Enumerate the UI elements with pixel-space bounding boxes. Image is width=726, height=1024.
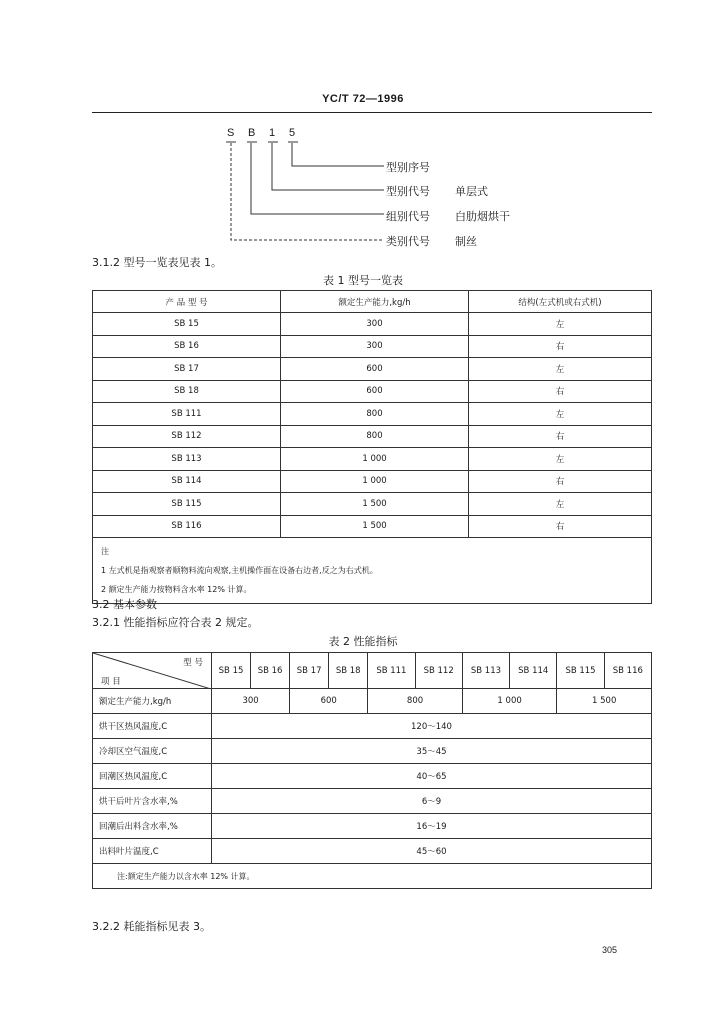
capacity-cell: 300 — [212, 689, 290, 714]
code-letter-1: 1 — [269, 127, 276, 139]
page-number: 305 — [602, 945, 618, 955]
table-row — [93, 403, 652, 426]
code-diagram-lines — [0, 0, 726, 260]
table-row — [93, 470, 652, 493]
model-cell: SB 113 — [93, 448, 281, 471]
model-header: SB 113 — [462, 653, 509, 689]
table-row — [93, 448, 652, 471]
model-header: SB 18 — [329, 653, 368, 689]
table-row — [93, 335, 652, 358]
table-row — [93, 764, 652, 789]
model-header: SB 17 — [290, 653, 329, 689]
section-3-1-2: 3.1.2 型号一览表见表 1。 — [92, 256, 222, 269]
row-label: 出料叶片温度,C — [93, 839, 212, 864]
row-label: 额定生产能力,kg/h — [93, 689, 212, 714]
capacity-cell: 1 500 — [281, 493, 469, 516]
table-row — [93, 515, 652, 538]
model-header: SB 112 — [415, 653, 462, 689]
structure-cell: 右 — [469, 335, 652, 358]
table1-header-structure: 结构(左式机或右式机) — [469, 291, 652, 313]
table-row — [93, 313, 652, 336]
model-header: SB 111 — [368, 653, 415, 689]
model-cell: SB 111 — [93, 403, 281, 426]
model-cell: SB 115 — [93, 493, 281, 516]
row-label: 回潮区热风温度,C — [93, 764, 212, 789]
structure-cell: 右 — [469, 425, 652, 448]
table2-caption: 表 2 性能指标 — [328, 635, 398, 648]
note-item: 1 左式机是指观察者顺物料流向观察,主机操作面在设备右边者,反之为右式机。 — [101, 566, 378, 575]
row-value: 35～45 — [212, 739, 652, 764]
model-header: SB 116 — [604, 653, 651, 689]
row-value: 120～140 — [212, 714, 652, 739]
capacity-cell: 600 — [281, 358, 469, 381]
code-desc-series-number: 型别序号 — [386, 161, 430, 174]
table1-caption: 表 1 型号一览表 — [323, 274, 403, 287]
code-desc-category-code: 类别代号 — [386, 235, 430, 248]
standard-header: YC/T 72—1996 — [322, 93, 404, 105]
capacity-cell: 300 — [281, 313, 469, 336]
structure-cell: 右 — [469, 515, 652, 538]
notes-title: 注 — [101, 547, 109, 556]
section-3-2-1: 3.2.1 性能指标应符合表 2 规定。 — [92, 616, 259, 629]
code-letter-b: B — [248, 127, 256, 139]
capacity-cell: 1 500 — [557, 689, 652, 714]
table1-notes — [93, 538, 652, 604]
row-label: 冷却区空气温度,C — [93, 739, 212, 764]
table1-header-row — [93, 291, 652, 313]
note-item: 2 额定生产能力按物料含水率 12% 计算。 — [101, 585, 252, 594]
model-cell: SB 16 — [93, 335, 281, 358]
performance-table — [92, 652, 652, 889]
code-val-category-code: 制丝 — [455, 235, 477, 248]
structure-cell: 左 — [469, 313, 652, 336]
section-3-2: 3.2 基本参数 — [92, 598, 157, 611]
row-label: 烘干后叶片含水率,% — [93, 789, 212, 814]
table-row — [93, 425, 652, 448]
table1-header-model: 产 品 型 号 — [93, 291, 281, 313]
capacity-cell: 600 — [281, 380, 469, 403]
table2-note: 注:额定生产能力以含水率 12% 计算。 — [93, 864, 652, 889]
row-value: 6～9 — [212, 789, 652, 814]
table1-header-capacity: 额定生产能力,kg/h — [281, 291, 469, 313]
code-letter-5: 5 — [289, 127, 296, 139]
capacity-cell: 800 — [281, 403, 469, 426]
table-row — [93, 380, 652, 403]
capacity-cell: 1 500 — [281, 515, 469, 538]
model-header: SB 115 — [557, 653, 604, 689]
model-cell: SB 15 — [93, 313, 281, 336]
row-label: 烘干区热风温度,C — [93, 714, 212, 739]
capacity-cell: 1 000 — [281, 470, 469, 493]
model-list-table — [92, 290, 652, 604]
table-row — [93, 358, 652, 381]
model-cell: SB 17 — [93, 358, 281, 381]
capacity-cell: 600 — [290, 689, 368, 714]
corner-model-label: 型 号 — [183, 658, 203, 668]
model-cell: SB 116 — [93, 515, 281, 538]
table-row — [93, 714, 652, 739]
code-val-group-code: 白肋烟烘干 — [455, 210, 510, 223]
corner-item-label: 项 目 — [101, 677, 121, 687]
table2-corner-cell — [93, 653, 212, 689]
structure-cell: 左 — [469, 403, 652, 426]
table-row — [93, 493, 652, 516]
code-letter-s: S — [227, 127, 235, 139]
row-label: 回潮后出料含水率,% — [93, 814, 212, 839]
model-cell: SB 112 — [93, 425, 281, 448]
row-value: 40～65 — [212, 764, 652, 789]
table-row — [93, 739, 652, 764]
model-cell: SB 114 — [93, 470, 281, 493]
structure-cell: 右 — [469, 470, 652, 493]
capacity-cell: 800 — [281, 425, 469, 448]
capacity-cell: 1 000 — [281, 448, 469, 471]
capacity-cell: 800 — [368, 689, 463, 714]
table-row — [93, 789, 652, 814]
model-header: SB 114 — [510, 653, 557, 689]
model-cell: SB 18 — [93, 380, 281, 403]
model-header: SB 15 — [212, 653, 251, 689]
row-value: 16～19 — [212, 814, 652, 839]
capacity-cell: 300 — [281, 335, 469, 358]
table2-note-row — [93, 864, 652, 889]
row-value: 45～60 — [212, 839, 652, 864]
table-row — [93, 839, 652, 864]
table1-notes-row — [93, 538, 652, 604]
structure-cell: 右 — [469, 380, 652, 403]
capacity-cell: 1 000 — [462, 689, 557, 714]
section-3-2-2: 3.2.2 耗能指标见表 3。 — [92, 920, 211, 933]
table-row — [93, 814, 652, 839]
capacity-row — [93, 689, 652, 714]
model-header: SB 16 — [251, 653, 290, 689]
code-desc-type-code: 型别代号 — [386, 185, 430, 198]
table2-header-row — [93, 653, 652, 689]
structure-cell: 左 — [469, 358, 652, 381]
structure-cell: 左 — [469, 493, 652, 516]
structure-cell: 左 — [469, 448, 652, 471]
code-desc-group-code: 组别代号 — [386, 210, 430, 223]
code-val-type-code: 单层式 — [455, 185, 488, 198]
